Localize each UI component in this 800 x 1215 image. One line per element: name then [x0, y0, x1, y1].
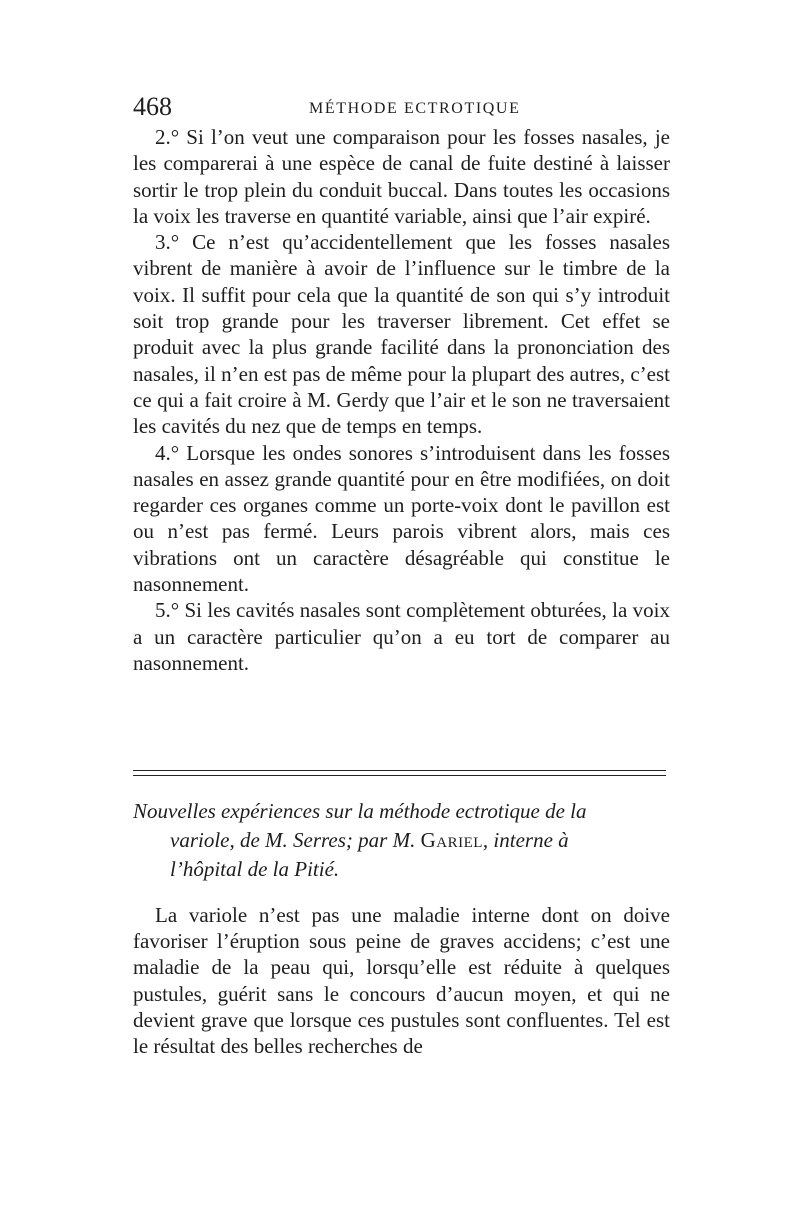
- running-title: MÉTHODE ECTROTIQUE: [309, 100, 521, 117]
- paragraph-point-3: 3.° Ce n’est qu’accidentellement que les fosses nasales vibrent de manière à avoir de l’influence sur le timbre de la voix. Il suffit pour cela que la quantité de son qui s’y introduit soit trop grande pour les traverser librement. Cet effet se produit avec la plus grande facilité dans la prononciation des nasales, il n’en est pas de même pour la plupart des autres, c’est ce qui a fait croire à M. Gerdy que l’air et le son ne traversaient les cavités du nez que de temps en temps.: [133, 230, 670, 439]
- paragraph-point-2: 2.° Si l’on veut une comparaison pour les fosses nasales, je les comparerai à une espèce de canal de fuite destiné à laisser sortir le trop plein du conduit buccal. Dans toutes les occasions la voix les traverse en quantité variable, ainsi que l’air expiré.: [133, 125, 670, 228]
- section-divider-top: [133, 770, 666, 771]
- section-numbered-points: [133, 124, 670, 676]
- article-title-line-1: Nouvelles expériences sur la méthode ectrotique de la: [133, 799, 587, 823]
- article-author: Gariel: [420, 828, 483, 852]
- page-header: [133, 92, 663, 122]
- paragraph-point-4: 4.° Lorsque les ondes sonores s’introduisent dans les fosses nasales en assez grande quantité pour en être modifiées, on doit regarder ces organes comme un porte-voix dont le pavillon est ou n’est pas fermé. Leurs parois vibrent alors, mais ces vibrations ont un caractère désagréable qui constitue le nasonnement.: [133, 440, 670, 597]
- section-divider-bottom: [133, 775, 666, 776]
- article-title-line-3: l’hôpital de la Pitié.: [170, 857, 340, 881]
- article-title: [133, 797, 670, 884]
- article-body-paragraph: La variole n’est pas une maladie interne dont on doive favoriser l’éruption sous peine de graves accidens; c’est une maladie de la peau qui, lorsqu’elle est réduite à quelques pustules, guérit sans le concours d’aucun moyen, et qui ne devient grave que lorsque ces pustules sont confluentes. Tel est le résultat des belles recherches de: [133, 903, 670, 1059]
- article-title-segment-affiliation: , interne à: [482, 828, 569, 852]
- page-number: 468: [133, 92, 172, 121]
- article-body: [133, 902, 670, 1059]
- article-title-segment: variole, de M. Serres; par M.: [170, 828, 416, 852]
- article-title-line-2: [133, 826, 670, 855]
- paragraph-point-5: 5.° Si les cavités nasales sont complètement obturées, la voix a un caractère particulier qu’on a eu tort de comparer au nasonnement.: [133, 598, 670, 675]
